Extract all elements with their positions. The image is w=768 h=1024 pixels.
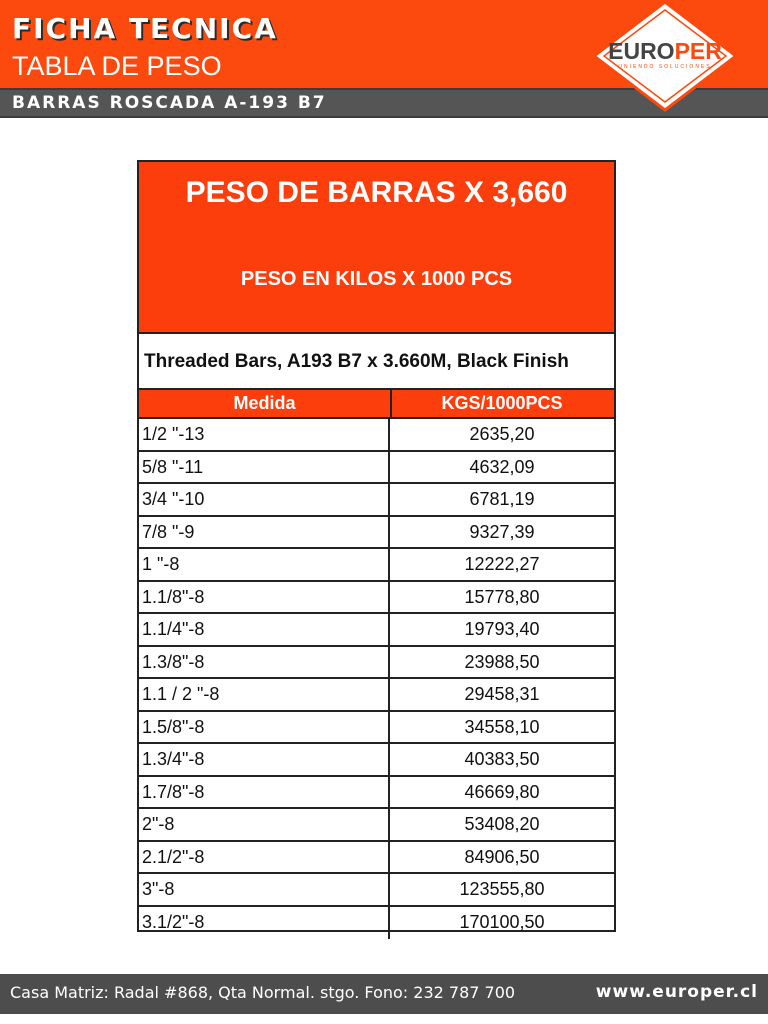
cell-medida: 1.1/4"-8 bbox=[139, 614, 390, 645]
cell-medida: 1.7/8"-8 bbox=[139, 777, 390, 808]
cell-kgs: 9327,39 bbox=[469, 521, 535, 542]
cell-kgs: 23988,50 bbox=[464, 651, 540, 672]
cell-kgs: 6781,19 bbox=[469, 489, 535, 509]
cell-medida: 1.5/8"-8 bbox=[139, 712, 390, 743]
table-row bbox=[139, 874, 614, 907]
table-title: PESO DE BARRAS X 3,660 bbox=[185, 176, 568, 209]
cell-medida: 1.1/8"-8 bbox=[139, 582, 390, 613]
cell-kgs: 46669,80 bbox=[464, 781, 540, 802]
cell-medida: 3"-8 bbox=[139, 874, 390, 905]
page-title: FICHA TECNICA bbox=[12, 12, 278, 45]
column-headers bbox=[139, 390, 614, 419]
cell-kgs: 19793,40 bbox=[464, 619, 540, 639]
table-row bbox=[139, 484, 614, 517]
table-row bbox=[139, 744, 614, 777]
column-header-medida: Medida bbox=[139, 390, 392, 417]
table-row bbox=[139, 549, 614, 582]
table-row bbox=[139, 809, 614, 842]
cell-kgs: 12222,27 bbox=[464, 554, 540, 574]
table-row bbox=[139, 582, 614, 615]
logo-tagline: UNIENDO SOLUCIONES bbox=[618, 64, 712, 70]
table-row bbox=[139, 842, 614, 875]
table-caption bbox=[139, 334, 614, 390]
cell-medida: 1.1 / 2 "-8 bbox=[139, 679, 390, 710]
cell-medida: 7/8 "-9 bbox=[139, 517, 390, 548]
cell-kgs: 123555,80 bbox=[459, 879, 545, 899]
cell-kgs: 15778,80 bbox=[464, 586, 540, 607]
table-row bbox=[139, 907, 614, 940]
cell-medida: 3.1/2"-8 bbox=[139, 907, 390, 940]
section-title: BARRAS ROSCADA A-193 B7 bbox=[12, 93, 327, 113]
logo-part-2: PER bbox=[674, 38, 722, 64]
cell-kgs: 170100,50 bbox=[459, 911, 545, 932]
cell-kgs: 53408,20 bbox=[464, 814, 540, 834]
europer-logo bbox=[590, 0, 740, 112]
column-header-kgs: KGS/1000PCS bbox=[441, 393, 563, 413]
table-row bbox=[139, 777, 614, 810]
cell-medida: 5/8 "-11 bbox=[139, 452, 390, 483]
table-row bbox=[139, 517, 614, 550]
footer-bar bbox=[0, 974, 768, 1014]
cell-kgs: 4632,09 bbox=[469, 456, 535, 477]
table-body bbox=[139, 419, 614, 939]
cell-medida: 2.1/2"-8 bbox=[139, 842, 390, 873]
table-row bbox=[139, 647, 614, 680]
cell-kgs: 40383,50 bbox=[464, 749, 540, 769]
weight-table bbox=[137, 160, 616, 932]
table-row bbox=[139, 452, 614, 485]
table-subtitle: PESO EN KILOS X 1000 PCS bbox=[240, 268, 513, 290]
cell-medida: 1.3/4"-8 bbox=[139, 744, 390, 775]
cell-kgs: 29458,31 bbox=[464, 684, 540, 704]
cell-medida: 1 "-8 bbox=[139, 549, 390, 580]
cell-medida: 2"-8 bbox=[139, 809, 390, 840]
cell-kgs: 2635,20 bbox=[469, 424, 535, 444]
page-subtitle: TABLA DE PESO bbox=[12, 51, 222, 81]
logo-part-1: EURO bbox=[608, 38, 675, 64]
cell-medida: 1.3/8"-8 bbox=[139, 647, 390, 678]
table-header bbox=[139, 162, 614, 334]
cell-medida: 3/4 "-10 bbox=[139, 484, 390, 515]
table-caption-text: Threaded Bars, A193 B7 x 3.660M, Black Finish bbox=[144, 351, 569, 372]
table-row bbox=[139, 614, 614, 647]
footer-address: Casa Matriz: Radal #868, Qta Normal. stgo. Fono: 232 787 700 bbox=[10, 983, 516, 1002]
logo-wordmark bbox=[590, 40, 740, 63]
cell-kgs: 34558,10 bbox=[464, 716, 540, 737]
table-row bbox=[139, 679, 614, 712]
footer-website-link[interactable]: www.europer.cl bbox=[595, 982, 758, 1002]
table-row bbox=[139, 419, 614, 452]
table-row bbox=[139, 712, 614, 745]
cell-medida: 1/2 "-13 bbox=[139, 419, 390, 450]
cell-kgs: 84906,50 bbox=[464, 846, 540, 867]
